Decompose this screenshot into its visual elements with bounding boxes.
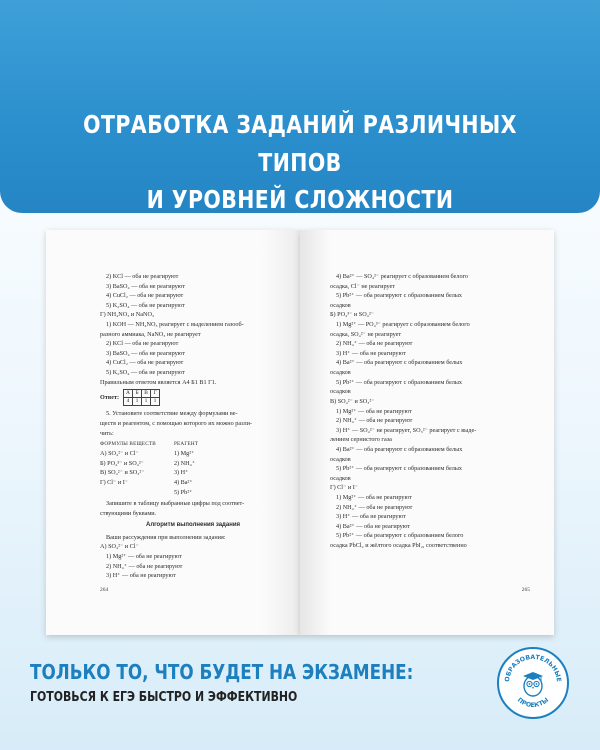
answer-digit: 1 — [151, 398, 160, 406]
answer-digit: 1 — [142, 398, 151, 406]
instruction-line: Запишите в таблицу выбранные цифры под соответ- — [106, 500, 245, 508]
answer-letter: Б — [133, 390, 142, 398]
instruction-line: ствующими буквами. — [100, 509, 157, 517]
text-line: разного аммиака, NaNO₃ не реагирует — [100, 330, 201, 338]
text-line: 5) Pb²⁺ — оба реагируют с образованием белого — [336, 532, 464, 540]
text-line: 2) KCl — оба не реагируют — [106, 340, 179, 348]
text-line: лением сернистого газа — [330, 436, 392, 444]
logo-text-bottom: ПРОЕКТЫ — [515, 696, 551, 710]
publisher-logo — [497, 647, 569, 719]
task-line: чить: — [100, 429, 114, 437]
answer-letter: А — [124, 390, 133, 398]
page-number: 264 — [100, 587, 109, 594]
text-line: 4) Ba²⁺ — оба реагируют с образованием белых — [336, 445, 463, 453]
text-line: 5) Pb²⁺ — оба реагируют с образованием белых — [336, 465, 463, 473]
text-line: Б) PO₄³⁻ и SO₄²⁻ — [330, 311, 374, 319]
reagent-item: 3) H⁺ — [173, 469, 189, 477]
reagent-item: 2) NH₄⁺ — [173, 459, 196, 467]
svg-text:ПРОЕКТЫ — [516, 697, 550, 709]
answer-table — [123, 389, 160, 406]
answer-letter: В — [142, 390, 151, 398]
text-line: 1) Mg²⁺ — оба не реагируют — [336, 407, 412, 415]
right-page — [300, 230, 554, 635]
page-number: 265 — [521, 587, 530, 594]
text-line: 4) CuCl₂ — оба не реагируют — [106, 359, 184, 367]
text-line: осадков — [330, 369, 351, 377]
text-line: Ваши рассуждения при выполнении задания: — [106, 533, 226, 541]
text-line: А) SO₄²⁻ и Cl⁻ — [100, 543, 139, 551]
page-title — [54, 106, 546, 219]
formula-item: Б) PO₄³⁻ и SO₄²⁻ — [100, 459, 144, 467]
text-line: 2) NH₄⁺ — оба не реагируют — [336, 417, 413, 425]
title-line-1: ОТРАБОТКА ЗАДАНИЙ РАЗЛИЧНЫХ ТИПОВ — [83, 110, 517, 177]
text-line: осадков — [330, 301, 351, 309]
task-line: ществ и реагентом, с помощью которого их можно разли- — [100, 419, 252, 427]
text-line: осадков — [330, 388, 351, 396]
formula-item: Г) Cl⁻ и I⁻ — [100, 479, 129, 487]
matching-columns — [100, 440, 286, 497]
text-line: 3) H⁺ — оба не реагируют — [336, 349, 406, 357]
text-line: 3) BaSO₄ — оба не реагируют — [106, 282, 185, 290]
answer-letter: Г — [151, 390, 160, 398]
answer-label: Ответ: — [100, 394, 120, 401]
formulas-column — [100, 440, 156, 497]
column-header: ФОРМУЛЫ ВЕЩЕСТВ — [100, 441, 156, 448]
text-line: осадков — [330, 474, 351, 482]
footer-subtitle: ГОТОВЬСЯ К ЕГЭ БЫСТРО И ЭФФЕКТИВНО — [30, 690, 298, 705]
answer-digit: 1 — [133, 398, 142, 406]
text-line: 3) H⁺ — оба не реагируют — [106, 572, 176, 580]
formula-item: В) SO₄²⁻ и SO₃²⁻ — [100, 469, 145, 477]
footer-slogan: ТОЛЬКО ТО, ЧТО БУДЕТ НА ЭКЗАМЕНЕ: — [30, 660, 414, 684]
text-line: 1) Mg²⁺ — оба не реагируют — [106, 552, 182, 560]
text-line: 3) H⁺ — оба не реагируют — [336, 513, 406, 521]
text-line: В) SO₄²⁻ и SO₃²⁻ — [330, 397, 375, 405]
task-line: 5. Установите соответствие между формулами ве- — [106, 410, 238, 418]
text-line: осадка, Cl⁻ не реагирует — [330, 282, 395, 290]
text-line: 3) BaSO₄ — оба не реагируют — [106, 349, 185, 357]
reagent-item: 4) Ba²⁺ — [173, 479, 193, 487]
header-banner — [0, 0, 600, 213]
text-line: Г) Cl⁻ и I⁻ — [330, 484, 359, 492]
algorithm-title: Алгоритм выполнения задания — [145, 522, 241, 529]
answer-digit: 4 — [124, 398, 133, 406]
text-line: 1) Mg²⁺ — PO₄³⁻ реагирует с образованием белого — [336, 321, 470, 329]
text-line: Правильным ответом является А4 Б1 В1 Г1. — [100, 378, 217, 386]
text-line: 1) Mg²⁺ — оба не реагируют — [336, 494, 412, 502]
text-line: осадка, SO₄²⁻ не реагирует — [330, 330, 402, 338]
text-line: 2) NH₄⁺ — оба не реагируют — [106, 562, 183, 570]
logo-text-top: ОБРАЗОВАТЕЛЬНЫЕ — [503, 653, 563, 683]
text-line: Г) NH₄NO₃ и NaNO₃ — [100, 311, 155, 319]
column-header: РЕАГЕНТ — [173, 441, 199, 448]
text-line: 2) KCl — оба не реагируют — [106, 273, 179, 280]
reagent-item: 1) Mg²⁺ — [173, 450, 195, 458]
text-line: осадков — [330, 455, 351, 463]
text-line: 2) NH₄⁺ — оба не реагируют — [336, 340, 413, 348]
text-line: 2) NH₄⁺ — оба не реагируют — [336, 503, 413, 511]
text-line: 4) Ba²⁺ — SO₄²⁻ реагирует с образованием белого — [336, 273, 469, 280]
answer-row — [100, 389, 286, 406]
open-book — [46, 230, 554, 640]
text-line: 4) Ba²⁺ — оба реагируют с образованием белых — [336, 359, 463, 367]
text-line: 5) K₂SO₄ — оба не реагируют — [106, 369, 185, 377]
reagents-column — [174, 440, 198, 497]
formula-item: А) SO₄²⁻ и Cl⁻ — [100, 450, 139, 458]
text-line: осадка PbCl₂ и жёлтого осадка PbI₂, соответственно — [330, 542, 467, 550]
text-line: 5) Pb²⁺ — оба реагируют с образованием белых — [336, 378, 463, 386]
owl-graduate-icon — [499, 649, 567, 717]
text-line: 4) CuCl₂ — оба не реагируют — [106, 292, 184, 300]
text-line: 5) Pb²⁺ — оба реагируют с образованием белых — [336, 292, 463, 300]
text-line: 3) H⁺ — SO₄²⁻ не реагирует, SO₃²⁻ реагирует с выде- — [336, 426, 477, 434]
title-line-2: И УРОВНЕЙ СЛОЖНОСТИ — [146, 185, 454, 214]
text-line: 5) K₂SO₄ — оба не реагируют — [106, 301, 185, 309]
text-line: 4) Ba²⁺ — оба не реагируют — [336, 522, 410, 530]
text-line: 1) KOH — NH₄NO₃ реагирует с выделением газооб- — [106, 321, 244, 329]
reagent-item: 5) Pb²⁺ — [173, 488, 193, 496]
left-page — [46, 230, 300, 635]
